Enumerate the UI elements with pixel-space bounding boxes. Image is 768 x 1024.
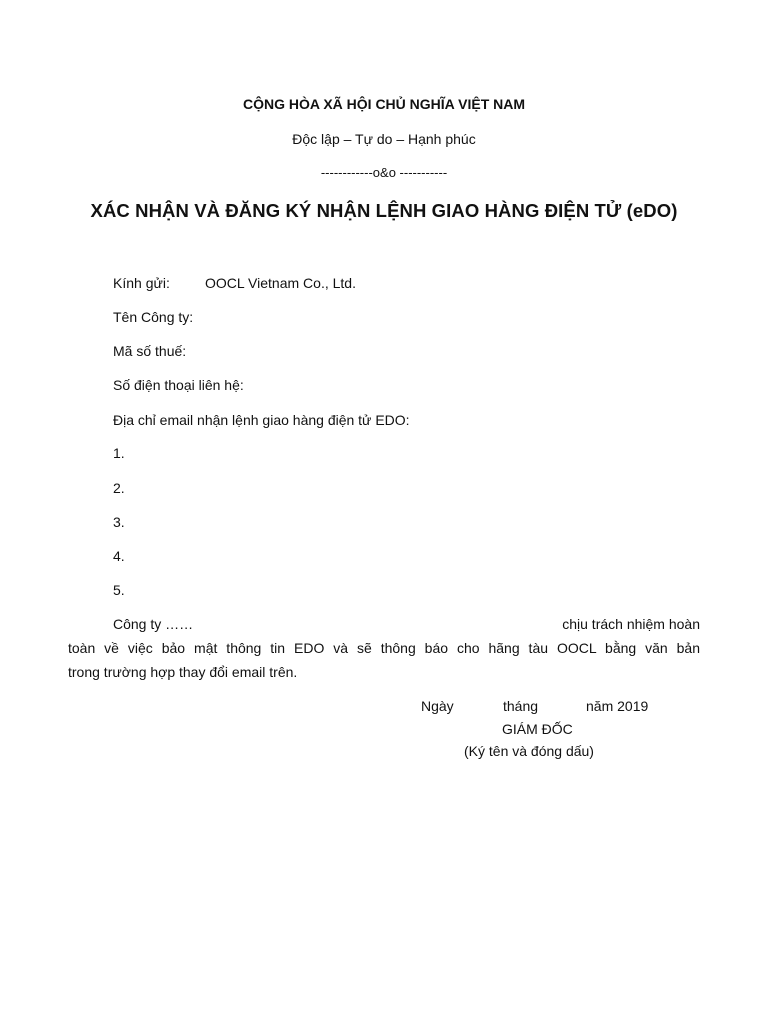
national-motto: Độc lập – Tự do – Hạnh phúc	[292, 131, 476, 147]
tax-code-label: Mã số thuế:	[113, 343, 187, 359]
statement-company: Công ty ……	[113, 616, 194, 632]
email-item: 4.	[113, 548, 125, 564]
kinh-gui-value: OOCL Vietnam Co., Ltd.	[205, 275, 356, 291]
statement-line-3: trong trường hợp thay đổi email trên.	[68, 664, 298, 680]
date-month-label: tháng	[503, 698, 539, 714]
company-name-label: Tên Công ty:	[113, 309, 194, 325]
email-item: 3.	[113, 514, 125, 530]
email-item: 1.	[113, 445, 125, 461]
email-item: 2.	[113, 480, 125, 496]
email-label: Địa chỉ email nhận lệnh giao hàng điện tử EDO:	[113, 412, 410, 428]
date-day-label: Ngày	[421, 698, 454, 714]
date-year-label: năm 2019	[586, 698, 649, 714]
national-title: CỘNG HÒA XÃ HỘI CHỦ NGHĨA VIỆT NAM	[242, 96, 526, 112]
signer-position: GIÁM ĐỐC	[502, 721, 573, 737]
document-title: XÁC NHẬN VÀ ĐĂNG KÝ NHẬN LỆNH GIAO HÀNG ĐIỆN TỬ (eDO)	[90, 200, 678, 221]
phone-label: Số điện thoại liên hệ:	[113, 377, 244, 393]
email-item: 5.	[113, 582, 125, 598]
statement-responsibility: chịu trách nhiệm hoàn	[562, 616, 700, 632]
responsibility-statement	[68, 612, 700, 684]
signature-note: (Ký tên và đóng dấu)	[464, 743, 594, 759]
kinh-gui-label: Kính gửi:	[113, 275, 170, 291]
header-divider: ------------o&o -----------	[320, 165, 448, 180]
statement-line-2: toàn về việc bảo mật thông tin EDO và sẽ thông báo cho hãng tàu OOCL bằng văn bản	[68, 640, 700, 656]
statement-line-1	[68, 612, 700, 636]
